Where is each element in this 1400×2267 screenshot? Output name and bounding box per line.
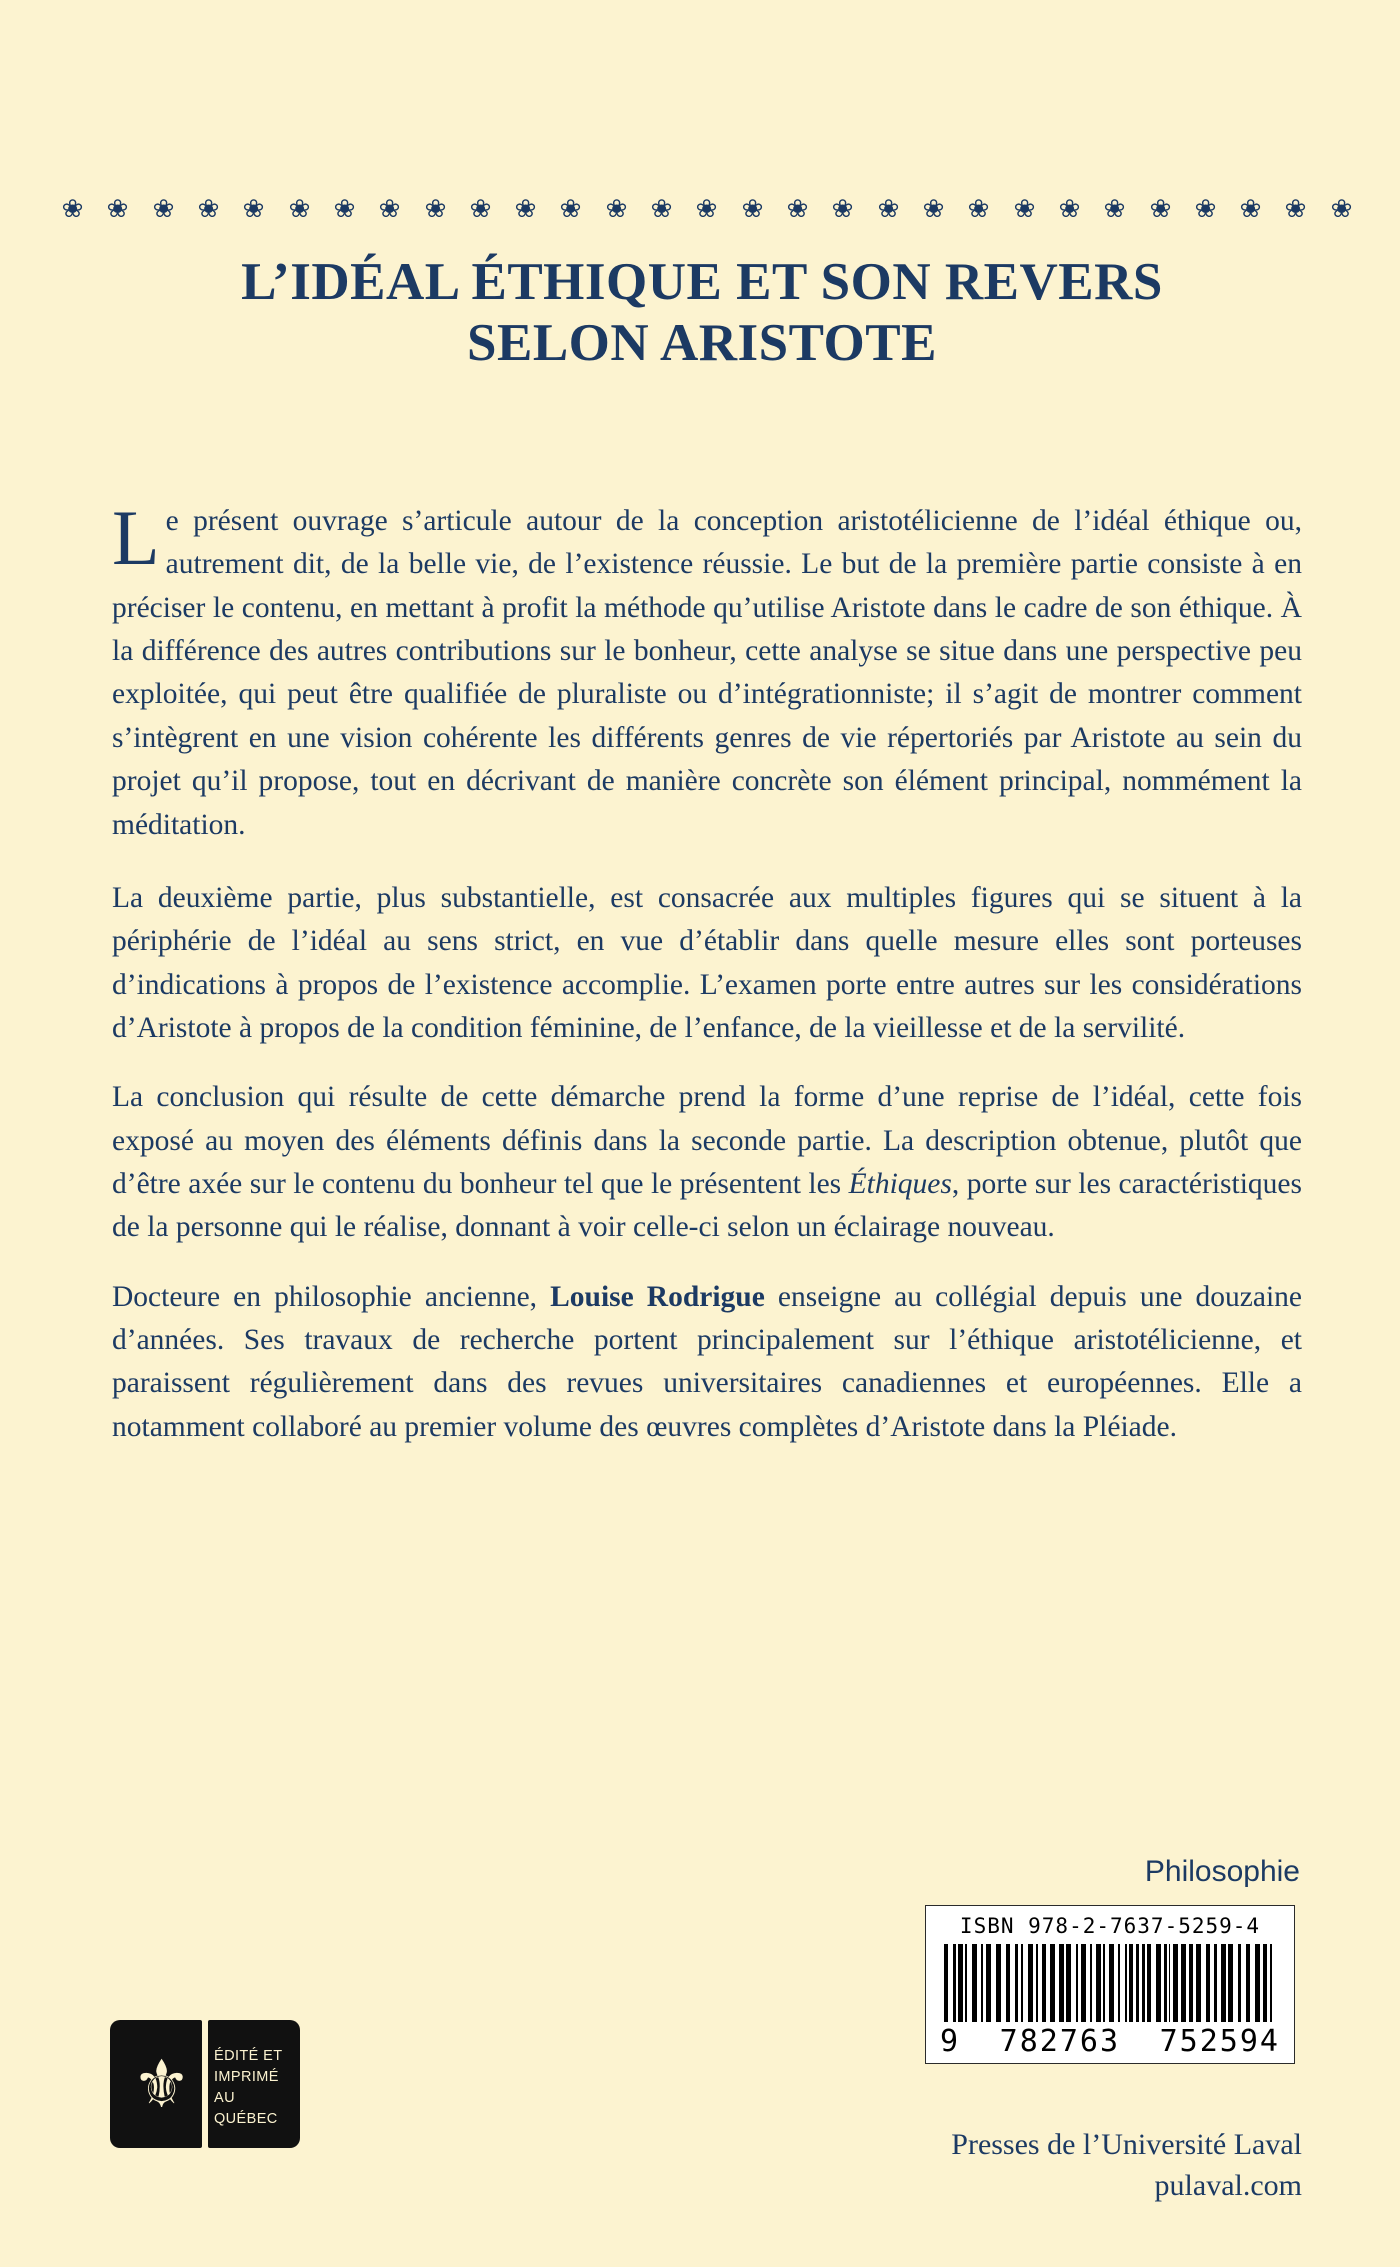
- fleur-de-lis-icon: ⚜: [132, 2046, 192, 2123]
- ornament-glyph: ❀: [197, 194, 220, 223]
- ornament-glyph: ❀: [1239, 194, 1262, 223]
- barcode: [925, 1905, 1295, 2064]
- ornament-glyph: ❀: [1103, 194, 1126, 223]
- publisher-website[interactable]: pulaval.com: [1154, 2168, 1302, 2202]
- author-name: Louise Rodrigue: [550, 1280, 765, 1313]
- isbn-label: ISBN 978-2-7637-5259-4: [959, 1914, 1261, 1938]
- ornament-divider: [62, 196, 1352, 221]
- ornament-glyph: ❀: [877, 194, 900, 223]
- logo-caption: [214, 2046, 298, 2130]
- category-label: Philosophie: [1144, 1855, 1300, 1888]
- ornament-glyph: ❀: [469, 194, 492, 223]
- ornament-glyph: ❀: [288, 194, 311, 223]
- open-book-icon: [110, 2020, 300, 2148]
- ornament-glyph: ❀: [106, 194, 129, 223]
- barcode-digits: [940, 2024, 1280, 2059]
- title-line-2: SELON ARISTOTE: [467, 314, 937, 373]
- ornament-glyph: ❀: [650, 194, 673, 223]
- barcode-bars: [944, 1944, 1276, 2022]
- paragraph-3: [112, 1076, 1302, 1249]
- ornament-glyph: ❀: [423, 194, 446, 223]
- ornament-glyph: ❀: [559, 194, 582, 223]
- ornament-glyph: ❀: [333, 194, 356, 223]
- paragraph-1-text: e présent ouvrage s’articule autour de la conception aristotélicienne de l’idéal éthique ou, autrement dit, de la belle vie, de l’existence réussie. Le but de la première partie consiste à en préciser le contenu, en mettant à profit la méthode qu’utilise Aristote dans le cadre de son éthique. À la différence des autres contributions sur le bonheur, cette analyse se situe dans une perspective peu exploitée, qui peut être qualifiée de pluraliste ou d’intégrationniste; il s’agit de montrer comment s’intègrent en une vision cohérente les différents genres de vie répertoriés par Aristote au sein du projet qu’il propose, tout en décrivant de manière concrète son élément principal, nommément la méditation.: [112, 505, 1302, 841]
- page-title: [112, 252, 1292, 375]
- paragraph-3-part-2: , porte sur les caractéristiques de la personne qui le réalise, donnant à voir celle-ci selon un éclairage nouveau.: [112, 1168, 1302, 1244]
- logo-line-2: IMPRIMÉ: [214, 2069, 279, 2086]
- bio-part-2: enseigne au collégial depuis une douzaine d’années. Ses travaux de recherche portent principalement sur l’éthique aristotélicienne, et paraissent régulièrement dans des revues universitaires canadiennes et européennes. Elle a notamment collaboré au premier volume des œuvres complètes d’Aristote dans la Pléiade.: [112, 1280, 1302, 1443]
- title-line-1: L’IDÉAL ÉTHIQUE ET SON REVERS: [241, 253, 1163, 311]
- publisher-block: [951, 2125, 1302, 2206]
- paragraph-3-italic-title: Éthiques: [848, 1168, 952, 1201]
- barcode-digits-group-2: 752594: [1159, 2024, 1280, 2059]
- ornament-glyph: ❀: [514, 194, 537, 223]
- blurb-text: [112, 494, 1302, 1475]
- bio-part-1: Docteure en philosophie ancienne,: [112, 1280, 551, 1313]
- ornament-glyph: ❀: [922, 194, 945, 223]
- paragraph-2: La deuxième partie, plus substantielle, est consacrée aux multiples figures qui se situent à la périphérie de l’idéal au sens strict, en vue d’établir dans quelle mesure elles sont porteuses d’indications à propos de l’existence accomplie. L’examen porte entre autres sur les considérations d’Aristote à propos de la condition féminine, de l’enfance, de la vieillesse et de la servilité.: [112, 881, 1302, 1044]
- barcode-digits-group-1: 782763: [999, 2024, 1121, 2059]
- ornament-glyph: ❀: [1284, 194, 1307, 223]
- barcode-digit-left: 9: [940, 2024, 961, 2059]
- ornament-glyph: ❀: [695, 194, 718, 223]
- ornament-glyph: ❀: [967, 194, 990, 223]
- ornament-glyph: ❀: [741, 194, 764, 223]
- ornament-glyph: ❀: [1058, 194, 1081, 223]
- ornament-glyph: ❀: [1148, 194, 1171, 223]
- drop-cap: L: [112, 494, 160, 581]
- printed-in-quebec-logo: [110, 2020, 300, 2148]
- ornament-glyph: ❀: [1330, 194, 1353, 223]
- ornament-glyph: ❀: [152, 194, 175, 223]
- ornament-glyph: ❀: [242, 194, 265, 223]
- ornament-glyph: ❀: [831, 194, 854, 223]
- ornament-glyph: ❀: [1013, 194, 1036, 223]
- ornament-glyph: ❀: [1194, 194, 1217, 223]
- paragraph-1: [112, 494, 1302, 847]
- ornament-glyph: ❀: [786, 194, 809, 223]
- logo-line-3: AU QUÉBEC: [214, 2090, 278, 2128]
- ornament-glyph: ❀: [605, 194, 628, 223]
- logo-line-1: ÉDITÉ ET: [214, 2048, 283, 2064]
- ornament-glyph: ❀: [61, 194, 84, 223]
- ornament-glyph: ❀: [378, 194, 401, 223]
- author-bio: [112, 1276, 1302, 1449]
- publisher-name: Presses de l’Université Laval: [951, 2128, 1302, 2161]
- paragraph-3-part-1: La conclusion qui résulte de cette démarche prend la forme d’une reprise de l’idéal, cette fois exposé au moyen des éléments définis dans la seconde partie. La description obtenue, plutôt que d’être axée sur le contenu du bonheur tel que le présentent les: [112, 1081, 1302, 1201]
